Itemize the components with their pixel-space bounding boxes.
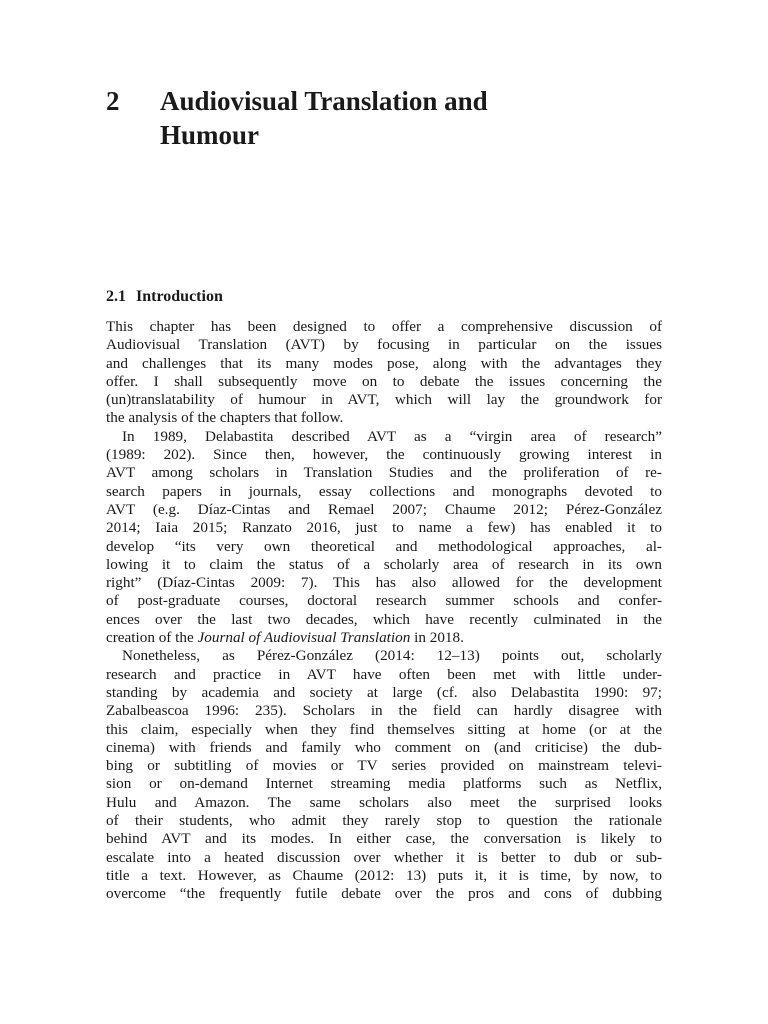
text-line: this claim, especially when they find themselves sitting at home (or at the [106, 720, 662, 738]
text-line: the analysis of the chapters that follow. [106, 409, 344, 427]
text-line: (un)translatability of humour in AVT, which will lay the groundwork for [106, 391, 662, 409]
paragraph-3 [106, 647, 662, 903]
text-line [106, 629, 662, 647]
section-heading [106, 287, 223, 307]
text-line: 2014; Iaia 2015; Ranzato 2016, just to name a few) has enabled it to [106, 519, 662, 537]
text-line: Nonetheless, as Pérez-González (2014: 12–13) points out, scholarly [122, 647, 662, 665]
text-run: in 2018. [410, 629, 464, 647]
text-line: title a text. However, as Chaume (2012: 13) puts it, it is time, by now, to [106, 866, 662, 884]
text-line: This chapter has been designed to offer a comprehensive discussion of [106, 318, 662, 335]
text-line: lowing it to claim the status of a scholarly area of research in its own [106, 555, 662, 573]
text-line: offer. I shall subsequently move on to debate the issues concerning the [106, 372, 662, 390]
text-line: overcome “the frequently futile debate over the pros and cons of dubbing [106, 885, 662, 903]
text-line: research and practice in AVT have often been met with little under- [106, 665, 662, 683]
text-line: of post-graduate courses, doctoral research summer schools and confer- [106, 592, 662, 610]
section-title: Introduction [136, 288, 223, 305]
text-line: In 1989, Delabastita described AVT as a “virgin area of research” [122, 427, 662, 445]
text-line: Hulu and Amazon. The same scholars also meet the surprised looks [106, 793, 662, 811]
text-line: cinema) with friends and family who comment on (and criticise) the dub- [106, 738, 662, 756]
chapter-heading [106, 84, 662, 152]
text-run: creation of the [106, 629, 198, 647]
chapter-number: 2 [106, 86, 120, 116]
journal-title: Journal of Audiovisual Translation [197, 629, 411, 647]
text-line: AVT (e.g. Díaz-Cintas and Remael 2007; Chaume 2012; Pérez-González [106, 500, 662, 518]
chapter-title: Audiovisual Translation and Humour [160, 86, 488, 150]
text-line: Audiovisual Translation (AVT) by focusing in particular on the issues [106, 336, 662, 354]
text-line: and challenges that its many modes pose, along with the advantages they [106, 354, 662, 372]
text-line: bing or subtitling of movies or TV series provided on mainstream televi- [106, 757, 662, 775]
text-line: sion or on-demand Internet streaming media platforms such as Netflix, [106, 775, 662, 793]
paragraph-2 [106, 428, 662, 648]
text-line: ences over the last two decades, which have recently culminated in the [106, 610, 662, 628]
paragraph-1 [106, 318, 662, 428]
section-number: 2.1 [106, 288, 126, 305]
text-line: of their students, who admit they rarely stop to question the rationale [106, 812, 662, 830]
text-line: right” (Díaz-Cintas 2009: 7). This has also allowed for the development [106, 574, 662, 592]
text-line: standing by academia and society at large (cf. also Delabastita 1990: 97; [106, 683, 662, 701]
text-line: Zabalbeascoa 1996: 235). Scholars in the field can hardly disagree with [106, 702, 662, 720]
text-line: behind AVT and its modes. In either case, the conversation is likely to [106, 830, 662, 848]
body-text [106, 318, 662, 904]
text-line: escalate into a heated discussion over whether it is better to dub or sub- [106, 848, 662, 866]
text-line: develop “its very own theoretical and methodological approaches, al- [106, 537, 662, 555]
text-line: search papers in journals, essay collections and monographs devoted to [106, 482, 662, 500]
text-line: AVT among scholars in Translation Studies and the proliferation of re- [106, 464, 662, 482]
text-line: (1989: 202). Since then, however, the continuously growing interest in [106, 446, 662, 464]
